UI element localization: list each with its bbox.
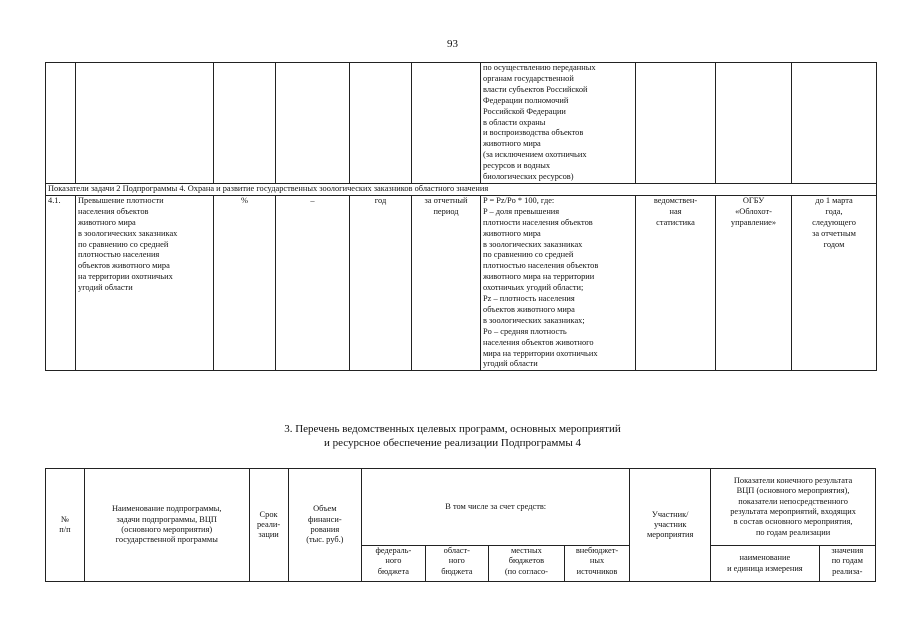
table-row [46,195,877,371]
text-line: Объем [313,504,337,514]
col-volume [288,469,362,582]
text-line: ОГБУ [742,195,765,205]
deadline-cell [792,195,877,371]
text-line: рования [310,525,340,534]
sub-indicator-values [819,546,875,582]
text-line: (за исключением охотничьих [483,150,587,160]
text-line: участник [653,519,687,529]
text-line: местных [510,546,542,555]
text-line: годом [823,239,845,249]
continuation-method-cell [481,63,636,184]
page-number: 93 [447,38,458,50]
text-line: наименование [739,553,791,563]
text-line: за отчетным [812,228,856,238]
method-cell [481,195,636,371]
text-line: охотничьих угодий области; [483,283,584,293]
direction-cell: – [276,195,350,371]
col-sources: В том числе за счет средств: [362,469,630,546]
text-line: п/п [59,525,71,534]
text-line: угодий области [483,359,538,369]
text-line: ведомствен- [653,195,698,205]
text-line: значения [831,546,864,555]
text-line: бюджета [377,566,409,576]
responsible-cell [716,195,792,371]
col-name [84,469,249,582]
continuation-row [46,63,877,184]
col-term [249,469,288,582]
text-line: показатели непосредственного [738,496,848,506]
text-line: и ресурсное обеспечение реализации Подпрограммы 4 [324,436,581,449]
unit-cell: % [214,195,276,371]
text-line: ного [448,556,465,566]
header-row [46,469,876,546]
col-num [46,469,85,582]
text-line: управление» [730,217,777,227]
text-line: биологических ресурсов) [483,172,574,182]
text-line: Наименование подпрограммы, [112,504,222,514]
text-line: Российской Федерации [483,106,566,116]
text-line: плотностью населения [78,250,160,260]
text-line: в состав основного мероприятия, [733,517,853,527]
col-indicators [711,469,876,546]
text-line: животного мира [483,139,541,149]
text-line: животного мира на территории [483,272,595,282]
text-line: плотности населения объектов [483,217,593,227]
text-line: источников [576,566,618,576]
sub-regional [425,546,488,582]
col-participant [630,469,711,582]
text-line: и воспроизводства объектов [483,128,584,138]
text-line: и единица измерения [727,563,803,573]
text-line: задачи подпрограммы, ВЦП [116,514,217,524]
text-line: ная [669,206,682,216]
text-line: в зоологических заказниках [483,239,583,249]
text-line: статистика [656,217,695,227]
section-row [46,183,877,195]
text-line: Po – средняя плотность [483,326,567,336]
text-line: Федерации полномочий [483,95,569,105]
text-line: результата мероприятий, входящих [730,507,856,516]
sub-extra [564,546,630,582]
indicators-table [45,62,877,371]
text-line: по осуществлению переданных [483,63,596,72]
text-line: мероприятия [647,530,694,540]
text-line: до 1 марта [815,195,853,205]
text-line: государственной программы [115,535,218,545]
text-line: следующего [812,217,856,227]
indicator-name [76,195,214,371]
text-line: населения объектов [78,206,149,216]
text-line: населения объектов животного [483,337,594,347]
text-line: по годам [831,556,863,566]
text-line: Pz – плотность населения [483,294,575,304]
section-heading [0,423,905,450]
text-line: (по согласо- [504,566,548,576]
programs-table [45,468,876,582]
text-line: финанси- [308,514,342,524]
section-title: Показатели задачи 2 Подпрограммы 4. Охрана и развитие государственных зоологических заказников областного значения [46,183,877,195]
text-line: 3. Перечень ведомственных целевых программ, основных мероприятий [284,423,621,435]
text-line: ных [589,556,605,566]
text-line: Показатели конечного результата [733,476,853,486]
text-line: бюджета [441,566,473,576]
reporting-cell [412,195,481,371]
text-line: P = Pz/Po * 100, где: [483,195,555,205]
text-line: (основного мероприятия) [121,525,213,534]
text-line: мира на территории охотничьих [483,348,598,358]
text-line: в зоологических заказниках; [483,315,585,325]
text-line: бюджетов [508,556,545,566]
text-line: ного [385,556,402,566]
text-line: реали- [256,519,281,529]
text-line: угодий области [78,283,133,293]
text-line: внебюджет- [575,546,619,555]
text-line: зации [258,530,279,540]
sub-indicator-name [711,546,819,582]
text-line: объектов животного мира [78,261,170,271]
text-line: федераль- [375,546,412,555]
row-number: 4.1. [46,195,76,371]
text-line: в зоологических заказниках [78,228,178,238]
text-line: объектов животного мира [483,304,575,314]
text-line: по сравнению со средней [78,239,169,249]
text-line: животного мира [483,228,541,238]
text-line: по сравнению со средней [483,250,574,260]
text-line: органам государственной [483,73,574,83]
text-line: Срок [259,509,278,519]
text-line: период [433,206,459,216]
text-line: «Облохот- [735,206,772,216]
text-line: года, [825,206,843,216]
text-line: (тыс. руб.) [306,535,344,545]
text-line: за отчетный [424,195,468,205]
text-line: ресурсов и водных [483,161,551,171]
text-line: на территории охотничьих [78,272,173,282]
text-line: Превышение плотности [78,195,164,205]
text-line: реализа- [832,566,863,576]
text-line: № [60,514,69,524]
sub-local [489,546,565,582]
text-line: плотностью населения объектов [483,261,599,271]
text-line: в области охраны [483,117,546,127]
text-line: животного мира [78,217,136,227]
period-cell: год [350,195,412,371]
text-line: по годам реализации [755,527,831,537]
text-line: P – доля превышения [483,206,560,216]
text-line: Участник/ [651,509,689,519]
text-line: област- [443,546,470,555]
source-cell [636,195,716,371]
sub-federal [362,546,425,582]
text-line: власти субъектов Российской [483,84,588,94]
text-line: ВЦП (основного мероприятия), [736,486,850,496]
